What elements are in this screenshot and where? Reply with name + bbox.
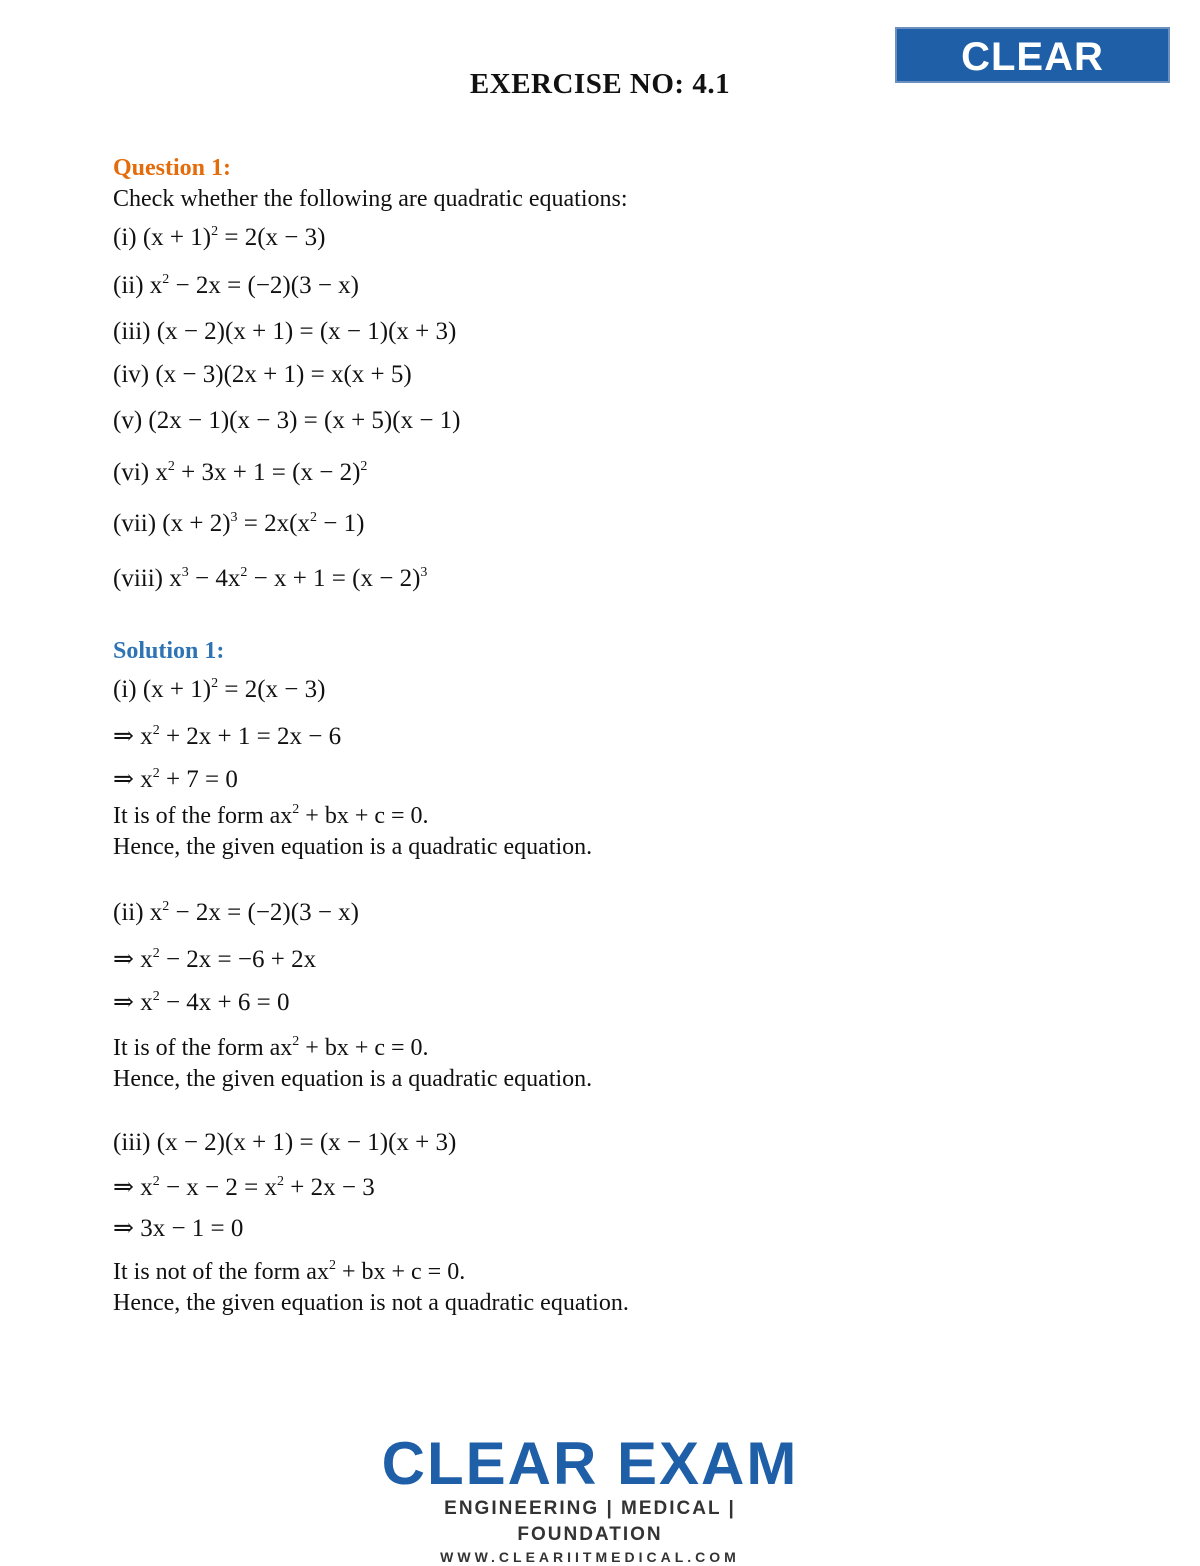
solution-i-line-2: ⇒ $x^2 + 2x + 1 = 2x - 6$ xyxy=(113,723,342,750)
question-item-8: (viii) $x^3 - 4x^2 - x + 1 = (x - 2)^3$ xyxy=(113,565,428,592)
question-prompt: Check whether the following are quadratic equations: xyxy=(113,186,628,212)
question-item-5: (v) (2x − 1)(x − 3) = (x + 5)(x − 1) xyxy=(113,407,461,434)
page-title: EXERCISE NO: 4.1 xyxy=(469,68,731,100)
question-item-6: (vi) $x^2 + 3x + 1 = (x - 2)^2$ xyxy=(113,459,368,486)
clear-exam-logo-top: CLEAR EXAM xyxy=(895,27,1170,83)
footer-url: WWW.CLEARIITMEDICAL.COM xyxy=(440,1549,740,1565)
solution-i-line-3: ⇒ $x^2 + 7 = 0$ xyxy=(113,766,238,793)
solution-ii-form: It is of the form $ax^2$ + bx + c = 0. xyxy=(113,1034,429,1061)
solution-iii-line-3: ⇒ 3x − 1 = 0 xyxy=(113,1215,244,1242)
solution-i-line-1: (i) $(x + 1)^2 = 2(x - 3)$ xyxy=(113,676,326,703)
question-item-7: (vii) $(x + 2)^3 = 2x(x^2 - 1)$ xyxy=(113,510,365,537)
question-item-4: (iv) (x − 3)(2x + 1) = x(x + 5) xyxy=(113,361,412,388)
solution-heading: Solution 1: xyxy=(113,638,225,664)
question-item-1: (i) $(x + 1)^2 = 2(x - 3)$ xyxy=(113,224,326,251)
solution-ii-line-3: ⇒ $x^2 - 4x + 6 = 0$ xyxy=(113,989,290,1016)
footer-brand: CLEAR EXAM xyxy=(381,1430,799,1497)
solution-iii-line-2: ⇒ $x^2 - x - 2 = x^2 + 2x - 3$ xyxy=(113,1174,375,1201)
solution-iii-form: It is not of the form $ax^2$ + bx + c = 0. xyxy=(113,1258,466,1285)
solution-ii-conclusion: Hence, the given equation is a quadratic equation. xyxy=(113,1066,593,1092)
solution-iii-line-1: (iii) (x − 2)(x + 1) = (x − 1)(x + 3) xyxy=(113,1129,457,1156)
clear-exam-logo-bottom xyxy=(380,1432,800,1566)
question-heading: Question 1: xyxy=(113,155,232,181)
solution-ii-line-2: ⇒ $x^2 - 2x = -6 + 2x$ xyxy=(113,946,317,973)
solution-i-conclusion: Hence, the given equation is a quadratic equation. xyxy=(113,834,593,860)
question-item-3: (iii) (x − 2)(x + 1) = (x − 1)(x + 3) xyxy=(113,318,457,345)
footer-tagline: ENGINEERING | MEDICAL | FOUNDATION xyxy=(444,1498,736,1545)
solution-ii-line-1: (ii) $x^2 - 2x = (-2)(3 - x)$ xyxy=(113,899,359,926)
solution-i-form: It is of the form $ax^2$ + bx + c = 0. xyxy=(113,802,429,829)
question-item-2: (ii) $x^2 - 2x = (-2)(3 - x)$ xyxy=(113,272,359,299)
solution-iii-conclusion: Hence, the given equation is not a quadratic equation. xyxy=(113,1290,629,1316)
